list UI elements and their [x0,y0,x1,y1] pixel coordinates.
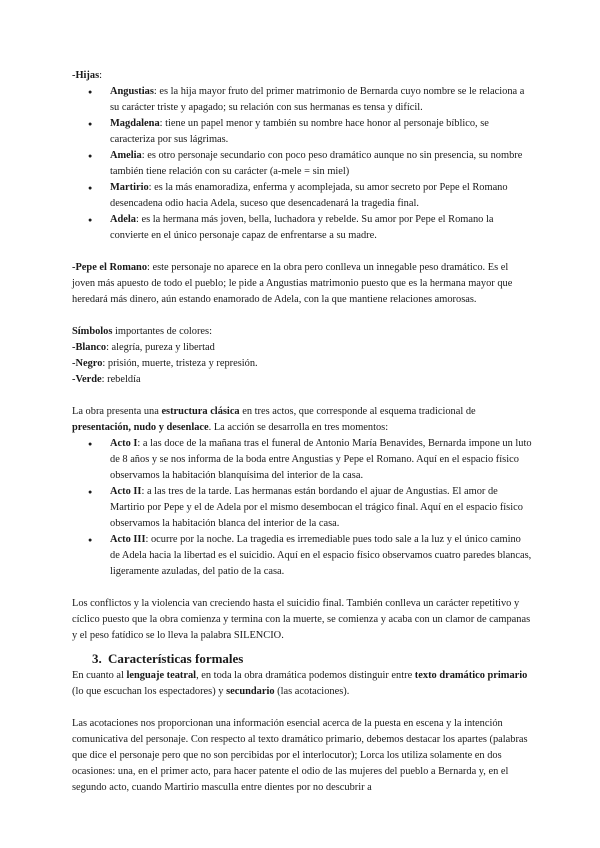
simbolo-blanco: -Blanco: alegría, pureza y libertad [72,342,215,353]
pepe-paragraph: -Pepe el Romano: este personaje no aparece en la obra pero conlleva un innegable peso dramático. Es el joven más apuesto de todo el pueblo; le pide a Angustias matrimonio puesto que es la hermana mayor que heredará más dinero, aún estando enamorado de Adela, con la que mantiene relaciones amorosas. [72,262,513,305]
actos-list [72,436,532,580]
list-item: ● Acto III: ocurre por la noche. La tragedia es irremediable pues todo sale a la luz y el único camino de Adela hacia la libertad es el suicidio. Aquí en el espacio físico observamos cuatro paredes blancas, ligeramente azuladas, del patio de la casa. [72,532,532,580]
list-item: ● Angustias: es la hija mayor fruto del primer matrimonio de Bernarda cuyo nombre se le relaciona a su carácter triste y apagado; su relación con sus hermanas es tensa y difícil. [72,84,532,116]
hijas-list [72,84,532,244]
conflictos-paragraph: Los conflictos y la violencia van creciendo hasta el suicidio final. También conlleva un carácter repetitivo y cíclico puesto que la obra comienza y termina con la muerte, se comienza y acaba con un clamor de campanas y el peso fatídico se lo lleva la palabra SILENCIO. [72,598,531,641]
section-heading: 3. Características formales [92,651,244,666]
simbolos-heading: Símbolos importantes de colores: [72,326,212,337]
list-item: ● Amelia: es otro personaje secundario con poco peso dramático aunque no sin presencia, su nombre también tiene relación con su carácter (a-mele = sin miel) [72,148,532,180]
list-item: ● Martirio: es la más enamoradiza, enferma y acomplejada, su amor secreto por Pepe el Romano desencadena odio hacia Adela, suceso que desencadenará la tragedia final. [72,180,532,212]
list-item: ● Adela: es la hermana más joven, bella, luchadora y rebelde. Su amor por Pepe el Romano la convierte en el único personaje capaz de enfrentarse a su madre. [72,212,532,244]
estructura-paragraph: La obra presenta una estructura clásica en tres actos, que corresponde al esquema tradicional de presentación, nudo y desenlace. La acción se desarrolla en tres momentos: [72,406,476,433]
simbolo-negro: -Negro: prisión, muerte, tristeza y represión. [72,358,258,369]
list-item: ● Acto I: a las doce de la mañana tras el funeral de Antonio María Benavides, Bernarda impone un luto de 8 años y se nos informa de la boda entre Angustias y Pepe el Romano. Aquí en el espacio físico observamos la habitación blanquísima del interior de la casa. [72,436,532,484]
list-item: ● Magdalena: tiene un papel menor y también su nombre hace honor al personaje bíblico, se caracteriza por sus lágrimas. [72,116,532,148]
document-page [72,68,532,796]
list-item: ● Acto II: a las tres de la tarde. Las hermanas están bordando el ajuar de Angustias. El amor de Martirio por Pepe y el de Adela por el mismo desembocan el trágico final. Aquí en el espacio físico observamos la habitación blanca del interior de la casa. [72,484,532,532]
lenguaje-paragraph: En cuanto al lenguaje teatral, en toda la obra dramática podemos distinguir entre texto dramático primario (lo que escuchan los espectadores) y secundario (las acotaciones). [72,670,528,697]
acotaciones-paragraph: Las acotaciones nos proporcionan una información esencial acerca de la puesta en escena y la intención comunicativa del personaje. Con respecto al texto dramático primario, debemos destacar los apartes (palabras que dice el personaje pero que no son percibidas por el interlocutor); Lorca los utiliza solamente en dos ocasiones: una, en el primer acto, para hacer patente el odio de las mujeres del pueblo a Bernarda y, en el segundo acto, cuando Martirio masculla entre dientes por no descubrir a [72,718,528,793]
hijas-heading: -Hijas: [72,70,103,81]
simbolo-verde: -Verde: rebeldía [72,374,141,385]
